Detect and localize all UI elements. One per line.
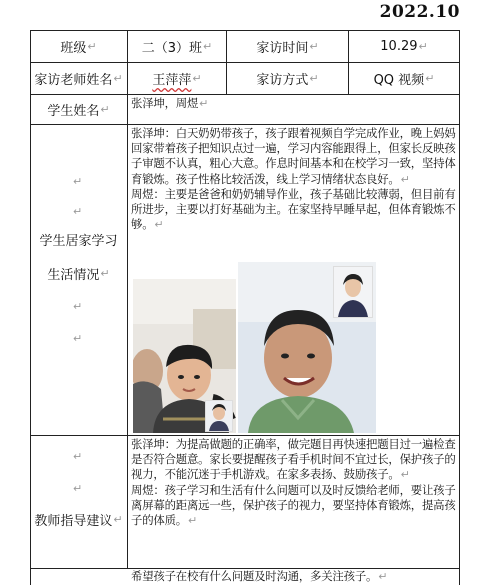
guidance-para-zhou — [131, 483, 457, 529]
para-mark: ↵ — [100, 266, 110, 280]
table-line — [127, 30, 128, 568]
guidance-text-zhang: 张泽坤：为提高做题的正确率，做完题目再快速把题目过一遍检查是否符合题意。家长要提醒孩子看手机时间不宜过长，保护孩子的视力，不能沉迷于手机游戏。在家多表扬、鼓励孩子。 — [131, 437, 456, 482]
class-value: 二（3）班 — [141, 40, 203, 56]
teacher-label-cell — [30, 63, 127, 94]
home-life-label-line2 — [30, 264, 127, 282]
video-call-self-view-1 — [205, 400, 233, 432]
class-label-cell — [30, 30, 127, 62]
para-mark: ↵ — [309, 39, 319, 53]
guidance-label: 教师指导建议 — [34, 513, 113, 529]
table-line — [459, 30, 460, 585]
teacher-value-cell — [128, 63, 226, 94]
guidance-label-cell — [30, 510, 127, 528]
para-mark: ↵ — [378, 570, 388, 583]
para-mark: ↵ — [203, 39, 213, 53]
visit-time-value-cell — [349, 30, 459, 62]
para-mark: ↵ — [400, 468, 410, 482]
student-value-cell — [131, 96, 451, 111]
video-call-photo-1 — [133, 279, 236, 433]
guidance-para-zhang — [131, 437, 457, 483]
table-line — [30, 124, 460, 125]
home-life-para-zhou — [131, 187, 457, 233]
para-mark: ↵ — [87, 39, 97, 53]
para-mark: ↵ — [418, 39, 428, 53]
para-mark: ↵ — [73, 332, 83, 345]
para-mark: ↵ — [425, 72, 435, 85]
method-label: 家访方式 — [256, 73, 309, 88]
home-life-text-zhou: 周煜：主要是爸爸和奶奶辅导作业，孩子基础比较薄弱，但目前有所进步，主要以打好基础为主。在家坚持早睡早起，但体育锻炼不够。 — [131, 186, 456, 232]
home-life-label-2: 生活情况 — [47, 267, 100, 283]
header-date: 2022.10 — [379, 2, 460, 22]
para-mark: ↵ — [113, 72, 123, 85]
video-call-self-view-2 — [333, 266, 373, 318]
visit-time-label: 家访时间 — [256, 40, 309, 56]
home-life-label-1: 学生居家学习 — [39, 233, 118, 249]
para-mark: ↵ — [199, 97, 209, 110]
class-value-cell — [128, 30, 226, 62]
guidance-text-zhou: 周煜：孩子学习和生活有什么问题可以及时反馈给老师，要让孩子离屏幕的距离远一些，保护孩子的视力，要坚持体育锻炼，提高孩子的体质。 — [131, 482, 456, 528]
para-mark: ↵ — [100, 103, 110, 116]
home-life-para-zhang — [131, 126, 457, 187]
student-label: 学生姓名 — [47, 104, 100, 119]
para-mark: ↵ — [187, 514, 197, 528]
para-mark: ↵ — [154, 218, 164, 232]
para-mark: ↵ — [73, 175, 83, 188]
home-life-text-zhang: 张泽坤：白天奶奶带孩子，孩子跟着视频自学完成作业，晚上妈妈回家带着孩子把知识点过一遍，学习内容能跟得上，但家长反映孩子审题不认真，粗心大意。作息时间基本和在校学习一致，坚持体育锻炼。孩子性格比较活泼，线上学习情绪状态良好。 — [131, 126, 456, 186]
home-visit-table — [30, 30, 460, 585]
para-mark: ↵ — [113, 512, 123, 526]
para-mark: ↵ — [309, 72, 319, 85]
method-value: QQ 视频 — [373, 73, 425, 88]
visit-time-value: 10.29 — [380, 38, 418, 54]
student-value: 张泽坤，周煜 — [131, 96, 199, 110]
para-mark: ↵ — [400, 172, 410, 186]
guidance-content — [131, 437, 457, 528]
student-label-cell — [30, 95, 127, 124]
teacher-value: 王萍萍 — [152, 73, 192, 88]
closing-remark — [131, 569, 457, 584]
teacher-label: 家访老师姓名 — [34, 73, 113, 88]
visit-time-label-cell — [227, 30, 348, 62]
para-mark: ↵ — [73, 205, 83, 218]
video-call-photo-2 — [238, 262, 376, 433]
home-life-label-line1 — [30, 230, 127, 248]
table-line — [30, 435, 460, 436]
class-label: 班级 — [60, 40, 87, 56]
para-mark: ↵ — [73, 482, 83, 495]
method-value-cell — [349, 63, 459, 94]
para-mark: ↵ — [73, 300, 83, 313]
closing-remark-text: 希望孩子在校有什么问题及时沟通，多关注孩子。 — [131, 569, 378, 583]
para-mark: ↵ — [73, 450, 83, 463]
method-label-cell — [227, 63, 348, 94]
para-mark: ↵ — [192, 72, 202, 85]
home-life-content — [131, 126, 457, 232]
